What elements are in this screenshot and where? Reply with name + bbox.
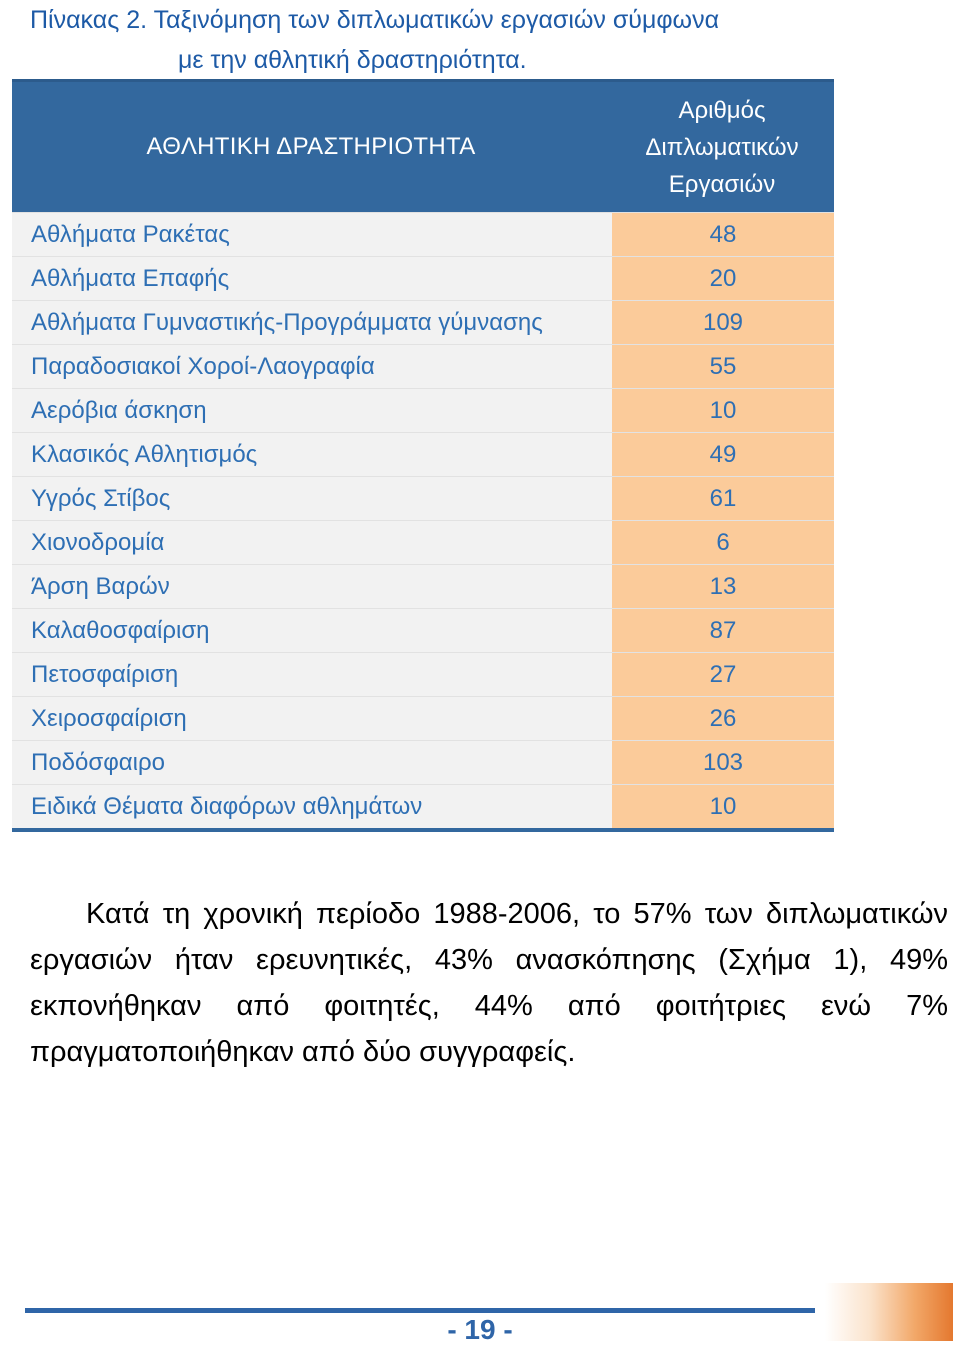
table-row — [12, 476, 834, 520]
header-count-line2: Διπλωματικών — [645, 133, 799, 161]
header-count-line1: Αριθμός — [678, 96, 766, 124]
activity-name: Παραδοσιακοί Χοροί-Λαογραφία — [12, 345, 612, 388]
thesis-count: 55 — [612, 345, 834, 388]
activity-name: Υγρός Στίβος — [12, 477, 612, 520]
activity-name: Καλαθοσφαίριση — [12, 609, 612, 652]
activity-table — [12, 79, 834, 832]
thesis-count: 103 — [612, 741, 834, 784]
caption-text-line1: Ταξινόμηση των διπλωματικών εργασιών σύμφωνα — [153, 6, 720, 34]
table-row — [12, 256, 834, 300]
activity-name: Χιονοδρομία — [12, 521, 612, 564]
page-number: - 19 - — [447, 1314, 513, 1345]
table-row — [12, 564, 834, 608]
table-row — [12, 520, 834, 564]
activity-name: Άρση Βαρών — [12, 565, 612, 608]
activity-name: Ποδόσφαιρο — [12, 741, 612, 784]
table-row — [12, 696, 834, 740]
table-row — [12, 432, 834, 476]
thesis-count: 87 — [612, 609, 834, 652]
caption-label: Πίνακας 2. — [30, 6, 148, 34]
thesis-count: 27 — [612, 653, 834, 696]
thesis-count: 10 — [612, 389, 834, 432]
table-row — [12, 652, 834, 696]
table-row — [12, 212, 834, 256]
table-row — [12, 740, 834, 784]
thesis-count: 6 — [612, 521, 834, 564]
activity-name: Πετοσφαίριση — [12, 653, 612, 696]
activity-name: Χειροσφαίριση — [12, 697, 612, 740]
table-row — [12, 300, 834, 344]
thesis-count: 10 — [612, 785, 834, 828]
thesis-count: 20 — [612, 257, 834, 300]
thesis-count: 109 — [612, 301, 834, 344]
thesis-count: 49 — [612, 433, 834, 476]
footer-corner-decoration — [825, 1283, 953, 1341]
thesis-count: 26 — [612, 697, 834, 740]
activity-name: Αθλήματα Επαφής — [12, 257, 612, 300]
table-header — [12, 79, 834, 212]
caption-text-line2: με την αθλητική δραστηριότητα. — [178, 46, 527, 74]
activity-name: Αθλήματα Ρακέτας — [12, 213, 612, 256]
table-row — [12, 608, 834, 652]
thesis-count: 48 — [612, 213, 834, 256]
table-caption — [30, 0, 930, 80]
table-bottom-rule — [12, 828, 834, 832]
table-row — [12, 344, 834, 388]
activity-name: Αθλήματα Γυμναστικής-Προγράμματα γύμνασης — [12, 301, 612, 344]
header-activity: ΑΘΛΗΤΙΚΗ ΔΡΑΣΤΗΡΙΟΤΗΤΑ — [146, 133, 476, 160]
thesis-count: 13 — [612, 565, 834, 608]
header-count — [610, 82, 834, 212]
activity-name: Κλασικός Αθλητισμός — [12, 433, 612, 476]
table-body — [12, 212, 834, 828]
header-count-line3: Εργασιών — [668, 170, 776, 198]
body-paragraph: Κατά τη χρονική περίοδο 1988-2006, το 57% των διπλωματικών εργασιών ήταν ερευνητικές, 43% ανασκόπησης (Σχήμα 1), 49% εκπονήθηκαν από φοιτητές, 44% από φοιτήτριες ενώ 7% πραγματοποιήθηκαν από δύο συγγραφείς. — [30, 898, 948, 1068]
table-row — [12, 388, 834, 432]
thesis-count: 61 — [612, 477, 834, 520]
activity-name: Αερόβια άσκηση — [12, 389, 612, 432]
activity-name: Ειδικά Θέματα διαφόρων αθλημάτων — [12, 785, 612, 828]
table-row — [12, 784, 834, 828]
